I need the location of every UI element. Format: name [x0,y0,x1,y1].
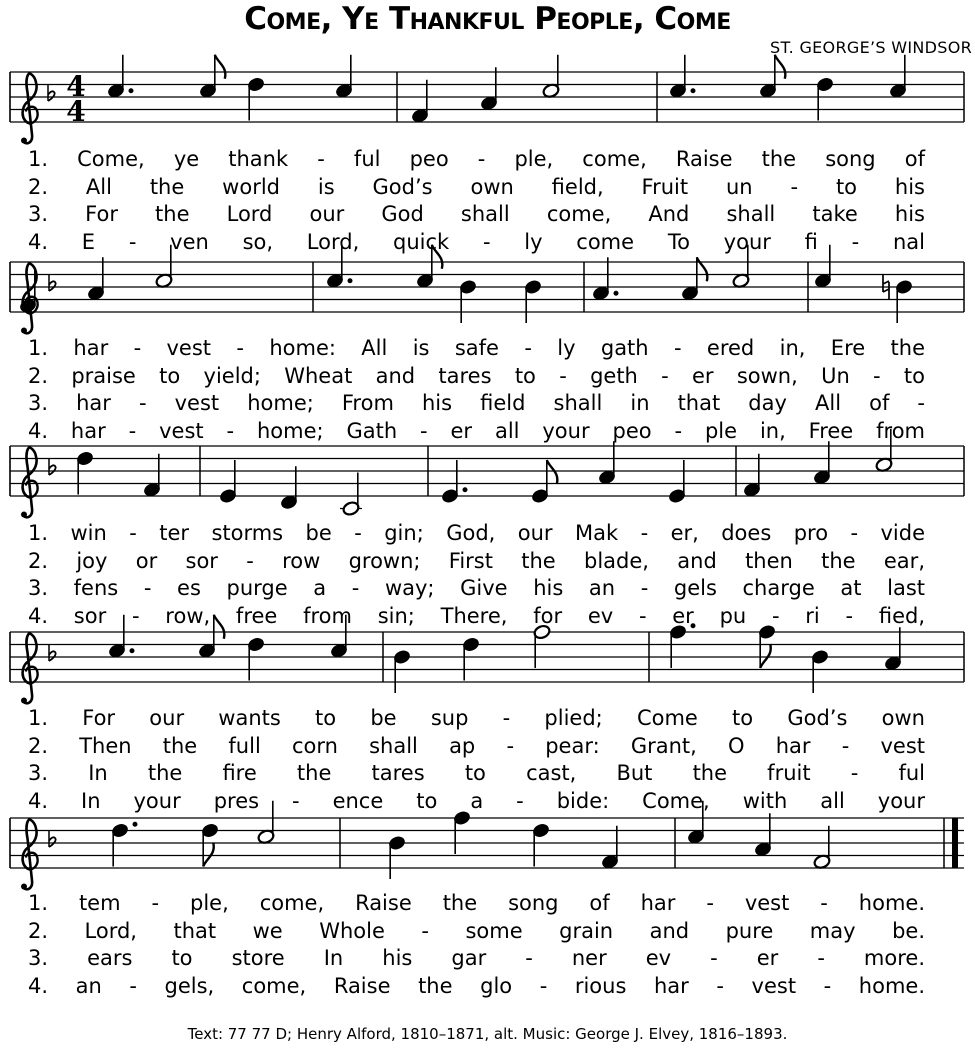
note [441,460,468,504]
note [524,279,542,323]
lyric-line-system3-verse1: 1. win - ter storms be - gin; God, our Mak - er, does pro - vide [28,521,925,545]
time-signature-top: 4 [66,70,86,103]
note [335,55,353,99]
note [754,813,772,857]
tune-name: ST. GEORGE’S WINDSOR [770,38,972,57]
lyric-line-system4-verse3: 3. In the fire the tares to cast, But the fruit - ful [28,761,925,786]
note [743,454,761,498]
note [601,826,619,870]
note [758,624,776,668]
lyric-line-system5-verse2: 2. Lord, that we Whole - some grain and pure may be. [28,918,925,943]
note [884,627,902,671]
lyric-line-system3-verse2: 2. joy or sor - row grown; First the blade, and then the ear, [28,548,925,573]
note [816,76,834,120]
hymn-title: Come, Ye Thankful People, Come [244,1,731,37]
note [883,274,913,323]
note [813,441,831,485]
time-signature-bottom: 4 [66,95,86,128]
note [280,466,298,510]
note [811,649,829,693]
staff-system-2 [10,245,964,334]
lyric-line-system3-verse4: 4. sor - row, free from sin; There, for ev - er pu - ri - fied, [28,603,925,628]
note [111,822,138,867]
lyric-line-system5-verse4: 4. an - gels, come, Raise the glo - rious har - vest - home. [28,973,925,998]
lyric-line-system1-verse1: 1. Come, ye thank - ful peo - ple, come, Raise the song of [28,147,925,171]
lyric-line-system4-verse4: 4. In your pres - ence to a - bide: Come, with all your [28,788,925,813]
credit-line: Text: 77 77 D; Henry Alford, 1810–1871, alt. Music: George J. Elvey, 1816–1893. [187,1025,788,1043]
note [668,460,686,504]
note [87,257,105,301]
lyric-line-system3-verse3: 3. fens - es purge a - way; Give his an - gels charge at last [28,576,925,601]
flat-key-icon [49,459,56,475]
note [459,279,477,323]
note [247,76,265,120]
flat-key-icon [48,85,55,101]
note [388,835,406,879]
staff-system-4 [10,615,964,704]
final-barline [952,818,958,868]
note [531,460,557,504]
lyric-line-system1-verse2: 2. All the world is God’s own field, Fruit un - to his [28,174,925,199]
note [393,649,411,693]
lyric-line-system2-verse4: 4. har - vest - home; Gath - er all your peo - ple in, Free from [28,418,925,443]
note [219,460,237,504]
lyric-line-system5-verse3: 3. ears to store In his gar - ner ev - er - more. [28,946,925,971]
note [107,55,134,99]
lyric-line-system4-verse1: 1. For our wants to be sup - plied; Come to God’s own [28,706,925,730]
note [480,67,498,111]
note [813,826,831,870]
note [669,55,696,99]
lyric-line-system4-verse2: 2. Then the full corn shall ap - pear: Grant, O har - vest [28,733,925,758]
note [598,441,616,485]
lyric-line-system1-verse4: 4. E - ven so, Lord, quick - ly come To your fi - nal [28,229,925,254]
note [340,473,362,517]
note [199,55,225,99]
note [542,55,560,99]
lyric-line-system2-verse3: 3. har - vest home; From his field shall in that day All of - [28,391,925,416]
note [533,624,551,668]
flat-key-icon [49,275,56,291]
flat-key-icon [49,831,56,847]
note [76,450,94,494]
lyric-line-system1-verse3: 3. For the Lord our God shall come, And shall take his [28,202,925,227]
note [411,80,429,124]
note [681,257,707,301]
note [532,822,550,866]
flat-key-icon [49,645,56,661]
note [669,623,696,668]
note [453,810,471,854]
lyric-line-system2-verse1: 1. har - vest - home: All is safe - ly gath - ered in, Ere the [28,336,925,360]
staff-system-1 [10,55,964,144]
note [201,822,219,866]
note [143,454,161,498]
lyric-line-system2-verse2: 2. praise to yield; Wheat and tares to - geth - er sown, Un - to [28,363,925,388]
note [889,55,907,99]
note [247,636,265,680]
note [759,55,785,99]
lyric-line-system5-verse1: 1. tem - ple, come, Raise the song of har - vest - home. [28,891,925,915]
staff-system-5 [10,801,964,890]
note [592,257,619,301]
note [462,636,480,680]
